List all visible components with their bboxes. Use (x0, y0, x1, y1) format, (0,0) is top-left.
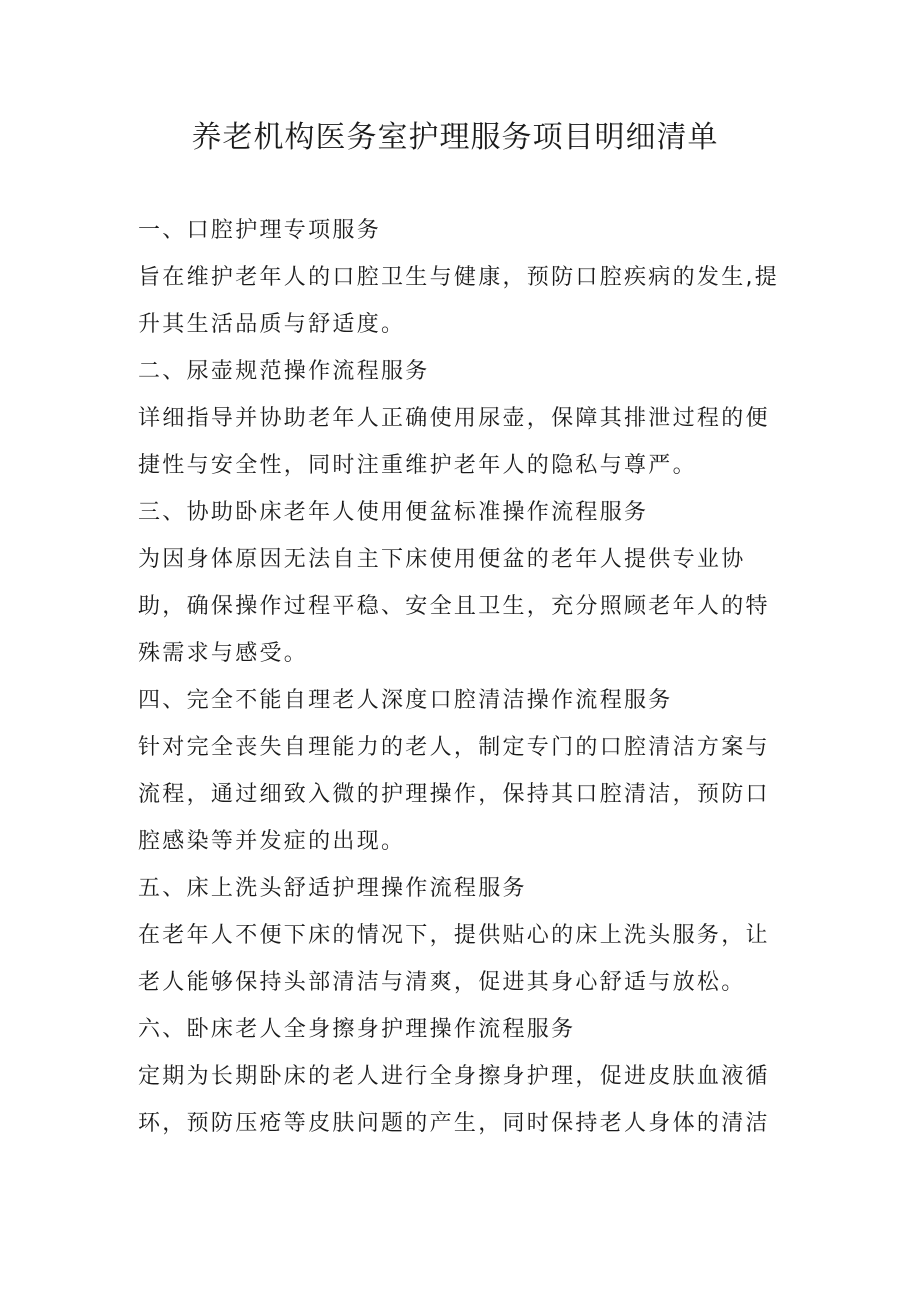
paragraph-line: 环，预防压疮等皮肤问题的产生，同时保持老人身体的清洁 (138, 1111, 770, 1136)
paragraph-line: 老人能够保持头部清洁与清爽，促进其身心舒适与放松。 (138, 970, 746, 995)
section-heading-1: 一、口腔护理专项服务 (138, 218, 382, 243)
section-heading-4: 四、完全不能自理老人深度口腔清洁操作流程服务 (138, 688, 673, 713)
paragraph-line: 为因身体原因无法自主下床使用便盆的老年人提供专业协 (138, 547, 746, 572)
page-title: 养老机构医务室护理服务项目明细清单 (191, 120, 719, 155)
paragraph-line: 流程，通过细致入微的护理操作，保持其口腔清洁，预防口 (138, 782, 770, 807)
paragraph-line: 旨在维护老年人的口腔卫生与健康，预防口腔疾病的发生,提 (138, 265, 780, 290)
paragraph-line: 助，确保操作过程平稳、安全且卫生，充分照顾老年人的特 (138, 594, 770, 619)
paragraph-line: 详细指导并协助老年人正确使用尿壶，保障其排泄过程的便 (138, 406, 770, 431)
paragraph-line: 定期为长期卧床的老人进行全身擦身护理，促进皮肤血液循 (138, 1064, 770, 1089)
paragraph-line: 殊需求与感受。 (138, 641, 309, 666)
section-heading-5: 五、床上洗头舒适护理操作流程服务 (138, 876, 527, 901)
paragraph-line: 腔感染等并发症的出现。 (138, 829, 406, 854)
section-heading-3: 三、协助卧床老年人使用便盆标准操作流程服务 (138, 500, 649, 525)
paragraph-line: 捷性与安全性，同时注重维护老年人的隐私与尊严。 (138, 453, 697, 478)
paragraph-line: 升其生活品质与舒适度。 (138, 312, 406, 337)
paragraph-line: 在老年人不便下床的情况下，提供贴心的床上洗头服务，让 (138, 923, 770, 948)
section-heading-2: 二、尿壶规范操作流程服务 (138, 359, 430, 384)
paragraph-line: 针对完全丧失自理能力的老人，制定专门的口腔清洁方案与 (138, 735, 770, 760)
document-body (138, 207, 798, 1147)
section-heading-6: 六、卧床老人全身擦身护理操作流程服务 (138, 1017, 576, 1042)
